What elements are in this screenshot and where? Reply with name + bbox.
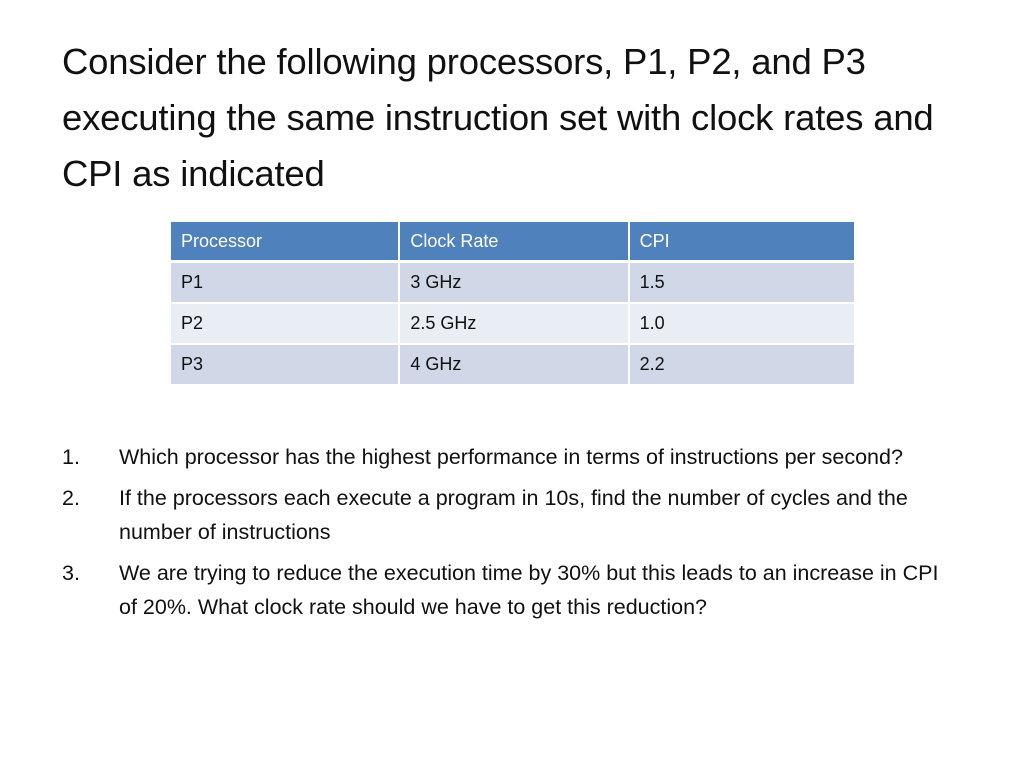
table-header-row [171,222,854,262]
cell-clock-rate: 4 GHz [399,344,628,385]
question-number: 1. [62,445,80,469]
cell-processor: P1 [171,262,399,304]
cell-processor: P3 [171,344,399,385]
cell-processor: P2 [171,303,399,344]
question-text: If the processors each execute a program in 10s, find the number of cycles and the number of instructions [119,486,908,544]
question-item [62,440,952,474]
question-number: 2. [62,486,80,510]
cell-cpi: 2.2 [629,344,854,385]
cell-clock-rate: 3 GHz [399,262,628,304]
slide-title: Consider the following processors, P1, P2, and P3 executing the same instruction set with clock rates and CPI as indicated [62,41,934,194]
question-number: 3. [62,561,80,585]
header-cpi: CPI [629,222,854,262]
question-list [62,440,952,631]
question-text: We are trying to reduce the execution time by 30% but this leads to an increase in CPI of 20%. What clock rate should we have to get this reduction? [119,561,939,619]
header-clock-rate: Clock Rate [399,222,628,262]
cell-clock-rate: 2.5 GHz [399,303,628,344]
question-item [62,556,952,624]
question-text: Which processor has the highest performance in terms of instructions per second? [119,445,903,469]
table-row [171,344,854,385]
header-processor: Processor [171,222,399,262]
cell-cpi: 1.0 [629,303,854,344]
processor-table [171,222,854,386]
table-row [171,262,854,304]
table-row [171,303,854,344]
question-item [62,481,952,549]
cell-cpi: 1.5 [629,262,854,304]
